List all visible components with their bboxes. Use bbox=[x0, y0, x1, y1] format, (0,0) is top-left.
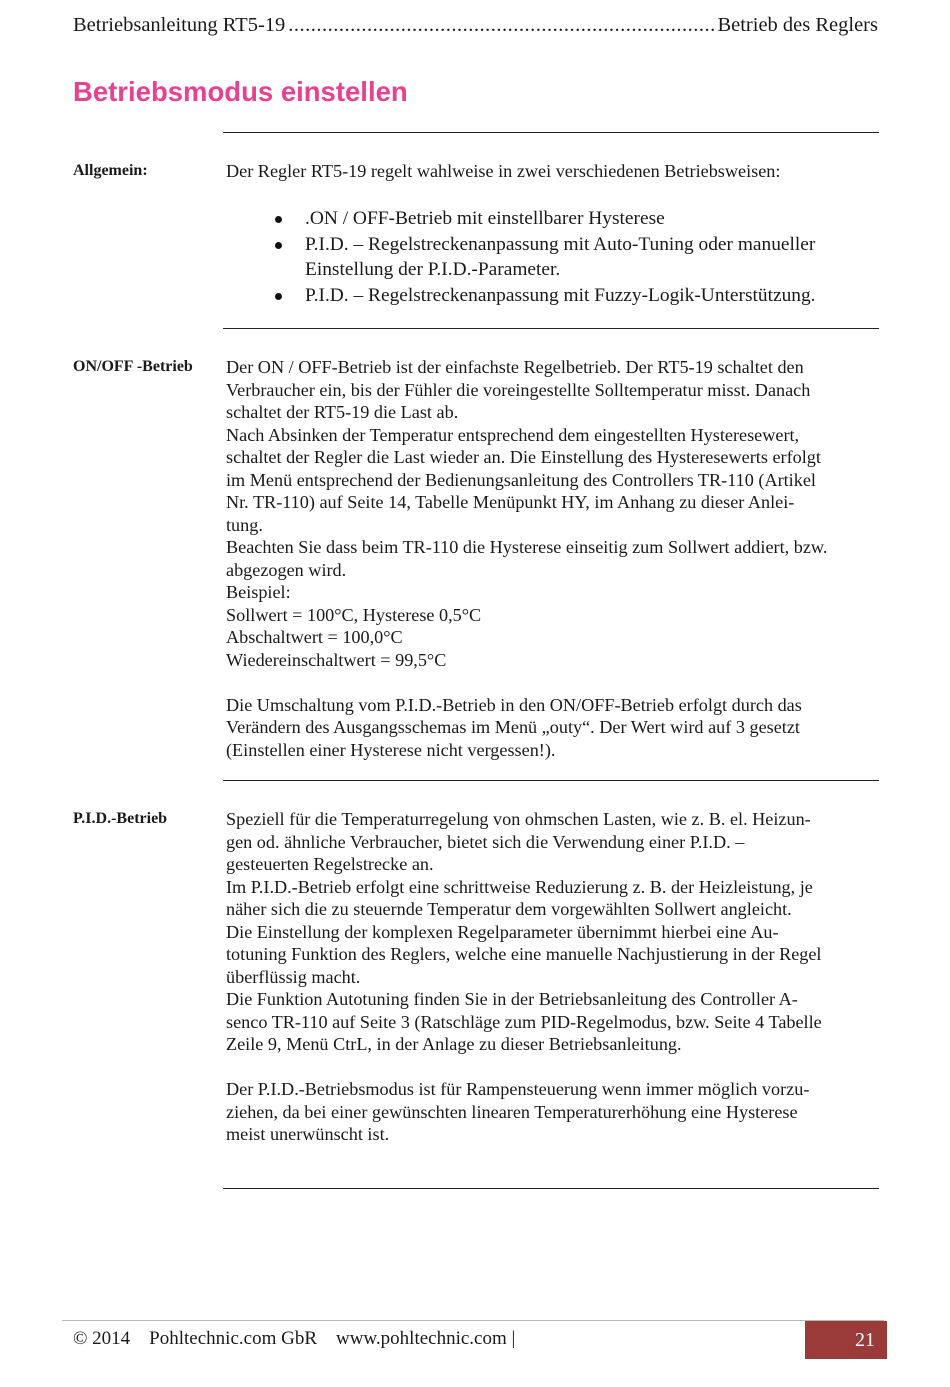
text-line: Abschaltwert = 100,0°C bbox=[226, 627, 403, 647]
text-line: Beispiel: bbox=[226, 582, 291, 602]
section-label-onoff: ON/OFF -Betrieb bbox=[73, 358, 193, 375]
text-line: Nach Absinken der Temperatur entsprechend dem eingestellten Hysteresewert, bbox=[226, 424, 800, 445]
list-item-continuation: Einstellung der P.I.D.-Parameter. bbox=[305, 259, 561, 280]
paragraph-gap bbox=[226, 671, 876, 694]
list-item: .ON / OFF-Betrieb mit einstellbarer Hysterese bbox=[265, 206, 885, 232]
bullet-icon bbox=[275, 216, 282, 223]
section-divider bbox=[223, 780, 879, 781]
text-line: Speziell für die Temperaturregelung von ohmschen Lasten, wie z. B. el. Heizun- bbox=[226, 809, 811, 829]
text-line: senco TR-110 auf Seite 3 (Ratschläge zum PID-Regelmodus, bzw. Seite 4 Tabelle bbox=[226, 1011, 822, 1032]
text-line: Wiedereinschaltwert = 99,5°C bbox=[226, 649, 447, 670]
text-line: totuning Funktion des Reglers, welche eine manuelle Nachjustierung in der Regel bbox=[226, 944, 822, 964]
bullet-icon bbox=[275, 293, 282, 300]
text-line: Verbraucher ein, bis der Fühler die voreingestellte Solltemperatur misst. Danach bbox=[226, 379, 811, 400]
text-line: gesteuerten Regelstrecke an. bbox=[226, 854, 434, 874]
section-label-pid: P.I.D.-Betrieb bbox=[73, 810, 168, 827]
allgemein-intro bbox=[226, 160, 876, 183]
section-label-allgemein: Allgemein: bbox=[73, 162, 148, 179]
text-line: schaltet der Regler die Last wieder an. Die Einstellung des Hysteresewerts erfolgt bbox=[226, 447, 821, 467]
text-line: Die Einstellung der komplexen Regelparameter übernimmt hierbei eine Au- bbox=[226, 921, 779, 942]
text-line: (Einstellen einer Hysterese nicht vergessen!). bbox=[226, 739, 556, 760]
section-divider bbox=[223, 1188, 879, 1189]
bullet-icon bbox=[275, 242, 282, 249]
text-line: Zeile 9, Menü CtrL, in der Anlage zu dieser Betriebsanleitung. bbox=[226, 1034, 682, 1054]
text-line: Verändern des Ausgangsschemas im Menü „outy“. Der Wert wird auf 3 gesetzt bbox=[226, 717, 800, 737]
pid-body bbox=[226, 808, 876, 1146]
text-line: im Menü entsprechend der Bedienungsanleitung des Controllers TR-110 (Artikel bbox=[226, 469, 816, 490]
text-line: meist unerwünscht ist. bbox=[226, 1124, 390, 1144]
header-document-title: Betriebsanleitung RT5-19 bbox=[73, 14, 286, 36]
text-line: tung. bbox=[226, 514, 263, 535]
text-line: näher sich die zu steuernde Temperatur dem vorgewählten Sollwert angleicht. bbox=[226, 899, 792, 919]
paragraph-gap bbox=[226, 1056, 876, 1079]
list-item: P.I.D. – Regelstreckenanpassung mit Auto-Tuning oder manueller bbox=[265, 232, 885, 258]
footer-copyright: © 2014 Pohltechnic.com GbR www.pohltechnic.com | bbox=[73, 1328, 516, 1349]
operating-modes-list bbox=[265, 206, 885, 308]
text-line: Die Funktion Autotuning finden Sie in der Betriebsanleitung des Controller A- bbox=[226, 989, 798, 1009]
text-line: schaltet der RT5-19 die Last ab. bbox=[226, 402, 459, 422]
text-line: gen od. ähnliche Verbraucher, bietet sich die Verwendung einer P.I.D. – bbox=[226, 831, 745, 852]
text-line: Im P.I.D.-Betrieb erfolgt eine schrittweise Reduzierung z. B. der Heizleistung, je bbox=[226, 876, 813, 897]
section-divider bbox=[223, 132, 879, 133]
text-line: ziehen, da bei einer gewünschten linearen Temperaturerhöhung eine Hysterese bbox=[226, 1101, 798, 1122]
page-title: Betriebsmodus einstellen bbox=[73, 76, 408, 107]
footer-divider bbox=[62, 1320, 884, 1321]
onoff-body bbox=[226, 356, 876, 761]
section-divider bbox=[223, 328, 879, 329]
text-line: Die Umschaltung vom P.I.D.-Betrieb in den ON/OFF-Betrieb erfolgt durch das bbox=[226, 694, 802, 715]
header-dot-leader bbox=[288, 14, 714, 37]
text-line: Nr. TR-110) auf Seite 14, Tabelle Menüpunkt HY, im Anhang zu dieser Anlei- bbox=[226, 492, 795, 512]
text-line: Beachten Sie dass beim TR-110 die Hysterese einseitig zum Sollwert addiert, bzw. bbox=[226, 537, 828, 557]
list-item: P.I.D. – Regelstreckenanpassung mit Fuzzy-Logik-Unterstützung. bbox=[265, 283, 885, 309]
header-chapter-title: Betrieb des Reglers bbox=[717, 14, 878, 36]
text-line: Der P.I.D.-Betriebsmodus ist für Rampensteuerung wenn immer möglich vorzu- bbox=[226, 1079, 810, 1099]
text-line: Der ON / OFF-Betrieb ist der einfachste Regelbetrieb. Der RT5-19 schaltet den bbox=[226, 357, 804, 377]
page-number: 21 bbox=[855, 1328, 875, 1351]
running-header bbox=[73, 14, 878, 42]
page-number-box bbox=[805, 1321, 887, 1359]
text-line: überflüssig macht. bbox=[226, 966, 361, 987]
text-line: abgezogen wird. bbox=[226, 559, 347, 580]
text-line: Sollwert = 100°C, Hysterese 0,5°C bbox=[226, 604, 482, 625]
allgemein-intro-text: Der Regler RT5-19 regelt wahlweise in zwei verschiedenen Betriebsweisen: bbox=[226, 161, 781, 181]
